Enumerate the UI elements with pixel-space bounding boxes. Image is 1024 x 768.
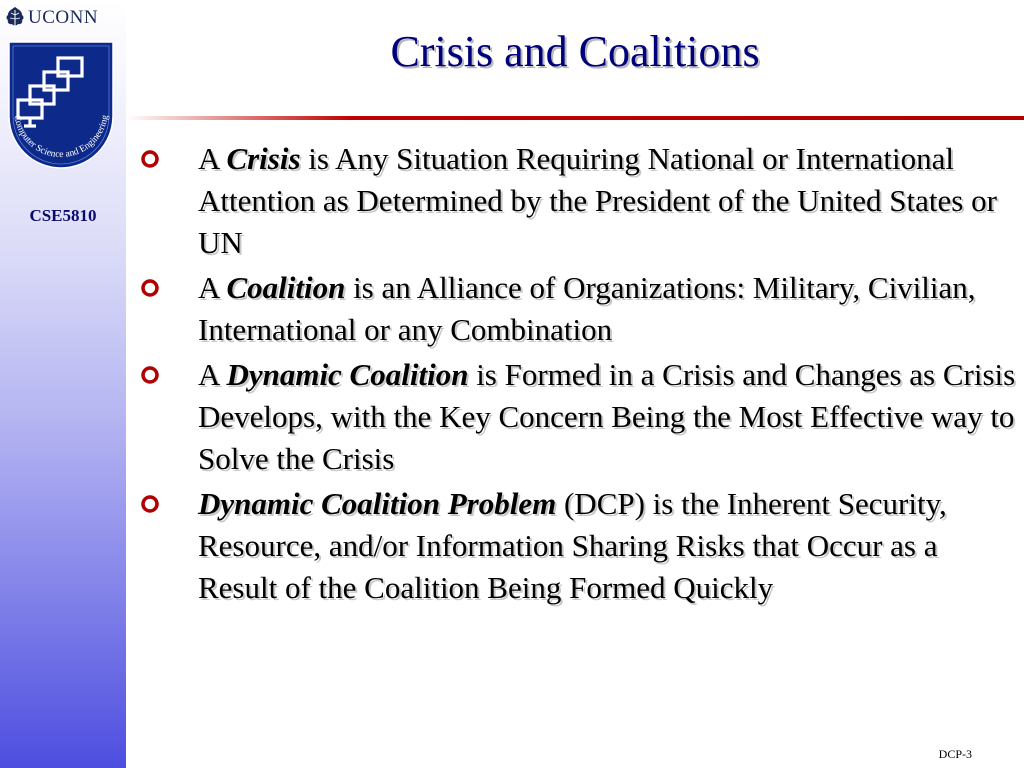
bullet-dcp [140,483,1020,609]
uconn-logo [4,4,126,32]
badge-text: Computer Science and Engineering [11,114,111,161]
bullet-crisis [140,138,1020,264]
bullet-pre: A [198,357,227,392]
bullet-term: Dynamic Coalition Problem [198,486,557,521]
bullet-ring-icon [140,149,160,169]
slide-title: Crisis and Coalitions [390,27,760,76]
bullet-text: (DCP) is the Inherent Security, Resource, and/or Information Sharing Risks that Occur as a Result of the Coalition Being Formed Quickly [198,486,947,605]
bullet-ring-icon [140,494,160,514]
bullet-pre: A [198,270,227,305]
bullet-dynamic-coalition [140,354,1020,480]
bullet-text: is Formed in a Crisis and Changes as Crisis Develops, with the Key Concern Being the Most Effective way to Solve the Crisis [198,357,1016,476]
page-number: DCP-3 [938,747,972,761]
oak-leaf-icon [4,6,26,30]
bullet-term: Coalition [226,270,346,305]
bullet-coalition [140,267,1020,351]
bullet-list [140,138,1020,612]
cse-department-badge [6,38,116,190]
title-divider [126,114,1024,124]
bullet-ring-icon [140,278,160,298]
bullet-text: is an Alliance of Organizations: Military, Civilian, International or any Combination [198,270,976,347]
uconn-wordmark: UCONN [28,7,99,28]
sidebar [0,0,126,768]
bullet-pre: A [198,141,227,176]
bullet-term: Crisis [226,141,301,176]
bullet-ring-icon [140,365,160,385]
bullet-text: is Any Situation Requiring National or International Attention as Determined by the President of the United States or UN [198,141,997,260]
bullet-term: Dynamic Coalition [226,357,469,392]
course-code: CSE5810 [29,206,97,225]
